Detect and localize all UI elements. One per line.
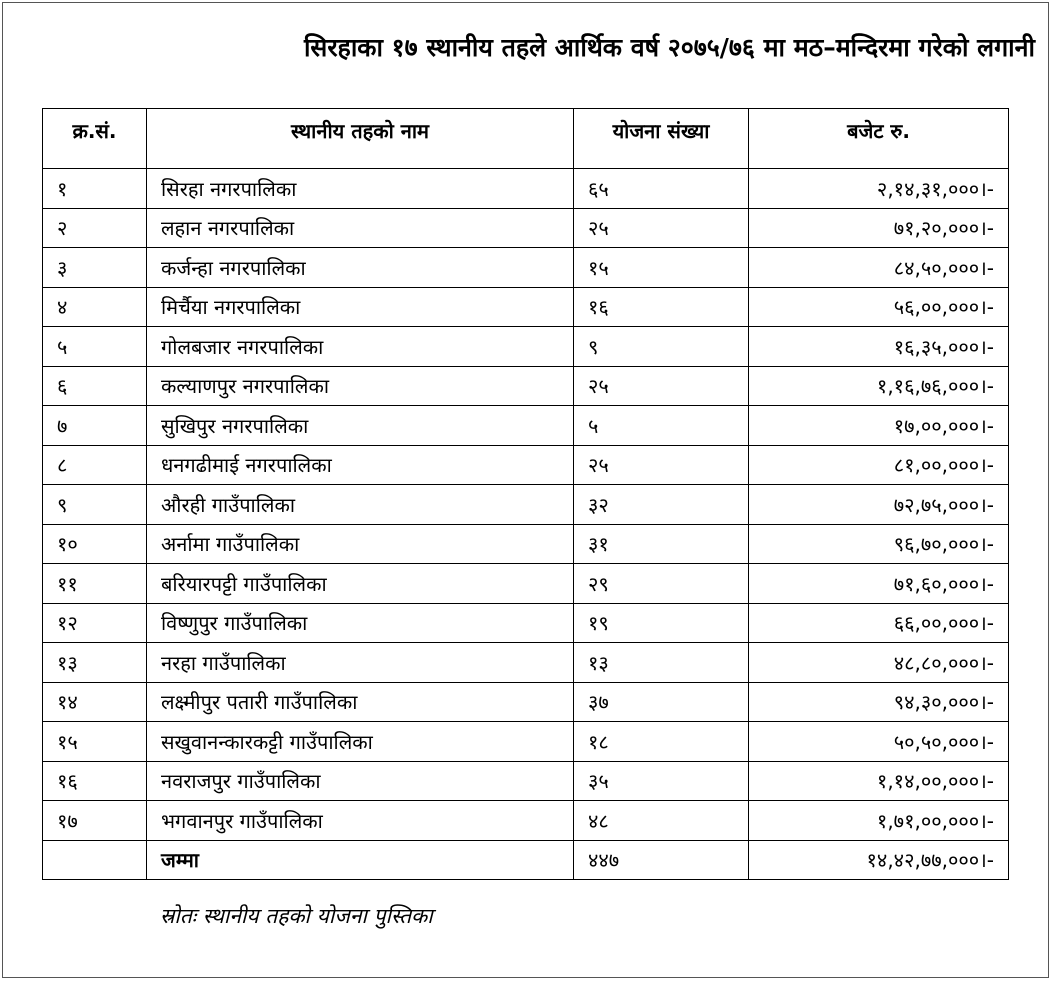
table-row — [43, 682, 1009, 722]
table-row — [43, 208, 1009, 248]
local-level-name-cell: कल्याणपुर नगरपालिका — [147, 366, 574, 406]
project-count-cell: १६ — [574, 287, 749, 327]
table-body — [43, 169, 1009, 880]
project-count-cell: १५ — [574, 248, 749, 288]
local-level-name-cell: सखुवानन्कारकट्टी गाउँपालिका — [147, 722, 574, 762]
budget-cell: ५०,५०,०००।- — [749, 722, 1009, 762]
budget-cell: ९६,७०,०००।- — [749, 524, 1009, 564]
serial-number-cell: १५ — [43, 722, 147, 762]
budget-cell: ५६,००,०००।- — [749, 287, 1009, 327]
serial-number-cell: १६ — [43, 761, 147, 801]
budget-cell: १,१४,००,०००।- — [749, 761, 1009, 801]
budget-cell: ९४,३०,०००।- — [749, 682, 1009, 722]
table-row — [43, 327, 1009, 367]
project-count-cell: २५ — [574, 208, 749, 248]
budget-cell: १,१६,७६,०००।- — [749, 366, 1009, 406]
project-count-cell: ३५ — [574, 761, 749, 801]
local-level-name-cell: मिर्चैया नगरपालिका — [147, 287, 574, 327]
table-row — [43, 801, 1009, 841]
table-row — [43, 643, 1009, 683]
local-level-name-cell: औरही गाउँपालिका — [147, 485, 574, 525]
project-count-cell: ६५ — [574, 169, 749, 209]
serial-number-cell: ७ — [43, 406, 147, 446]
project-count-cell: ५ — [574, 406, 749, 446]
header-local-level-name: स्थानीय तहको नाम — [147, 109, 574, 169]
budget-cell: २,१४,३१,०००।- — [749, 169, 1009, 209]
local-level-name-cell: सिरहा नगरपालिका — [147, 169, 574, 209]
project-count-cell: २५ — [574, 366, 749, 406]
local-level-name-cell: कर्जन्हा नगरपालिका — [147, 248, 574, 288]
header-budget: बजेट रु. — [749, 109, 1009, 169]
project-count-cell: ३१ — [574, 524, 749, 564]
project-count-cell: ९ — [574, 327, 749, 367]
local-level-name-cell: नरहा गाउँपालिका — [147, 643, 574, 683]
table-row — [43, 445, 1009, 485]
table-row — [43, 406, 1009, 446]
serial-number-cell: ८ — [43, 445, 147, 485]
project-count-cell: ३७ — [574, 682, 749, 722]
project-count-cell: २५ — [574, 445, 749, 485]
header-serial-number: क्र.सं. — [43, 109, 147, 169]
serial-number-cell: ४ — [43, 287, 147, 327]
table-header-row — [43, 109, 1009, 169]
budget-cell: ७२,७५,०००।- — [749, 485, 1009, 525]
budget-cell: ४८,८०,०००।- — [749, 643, 1009, 683]
local-level-name-cell: सुखिपुर नगरपालिका — [147, 406, 574, 446]
local-level-name-cell: जम्मा — [147, 840, 574, 880]
local-level-name-cell: बरियारपट्टी गाउँपालिका — [147, 564, 574, 604]
budget-cell: ७१,२०,०००।- — [749, 208, 1009, 248]
local-level-name-cell: भगवानपुर गाउँपालिका — [147, 801, 574, 841]
project-count-cell: ३२ — [574, 485, 749, 525]
document-title: सिरहाका १७ स्थानीय तहले आर्थिक वर्ष २०७५/७६ मा मठ–मन्दिरमा गरेको लगानी — [303, 33, 1035, 62]
table-total-row — [43, 840, 1009, 880]
serial-number-cell — [43, 840, 147, 880]
serial-number-cell: ९ — [43, 485, 147, 525]
project-count-cell: १८ — [574, 722, 749, 762]
serial-number-cell: १२ — [43, 603, 147, 643]
project-count-cell: २९ — [574, 564, 749, 604]
table-row — [43, 524, 1009, 564]
local-level-name-cell: गोलबजार नगरपालिका — [147, 327, 574, 367]
serial-number-cell: १३ — [43, 643, 147, 683]
table-row — [43, 366, 1009, 406]
serial-number-cell: ५ — [43, 327, 147, 367]
budget-cell: १६,३५,०००।- — [749, 327, 1009, 367]
project-count-cell: ४४७ — [574, 840, 749, 880]
budget-cell: ७१,६०,०००।- — [749, 564, 1009, 604]
local-level-name-cell: धनगढीमाई नगरपालिका — [147, 445, 574, 485]
project-count-cell: १३ — [574, 643, 749, 683]
source-note: स्रोतः स्थानीय तहको योजना पुस्तिका — [160, 904, 433, 928]
local-level-name-cell: लहान नगरपालिका — [147, 208, 574, 248]
serial-number-cell: १० — [43, 524, 147, 564]
local-level-name-cell: नवराजपुर गाउँपालिका — [147, 761, 574, 801]
budget-cell: १४,४२,७७,०००।- — [749, 840, 1009, 880]
serial-number-cell: ६ — [43, 366, 147, 406]
local-level-name-cell: अर्नामा गाउँपालिका — [147, 524, 574, 564]
table-row — [43, 169, 1009, 209]
serial-number-cell: १७ — [43, 801, 147, 841]
table-row — [43, 485, 1009, 525]
table-row — [43, 287, 1009, 327]
serial-number-cell: २ — [43, 208, 147, 248]
investment-table — [42, 108, 1009, 880]
project-count-cell: १९ — [574, 603, 749, 643]
local-level-name-cell: लक्ष्मीपुर पतारी गाउँपालिका — [147, 682, 574, 722]
budget-cell: १७,००,०००।- — [749, 406, 1009, 446]
local-level-name-cell: विष्णुपुर गाउँपालिका — [147, 603, 574, 643]
serial-number-cell: १ — [43, 169, 147, 209]
serial-number-cell: १४ — [43, 682, 147, 722]
serial-number-cell: ११ — [43, 564, 147, 604]
table-row — [43, 564, 1009, 604]
table-row — [43, 761, 1009, 801]
budget-cell: ८४,५०,०००।- — [749, 248, 1009, 288]
budget-cell: ८१,००,०००।- — [749, 445, 1009, 485]
table-row — [43, 248, 1009, 288]
header-project-count: योजना संख्या — [574, 109, 749, 169]
serial-number-cell: ३ — [43, 248, 147, 288]
table-row — [43, 603, 1009, 643]
budget-cell: १,७१,००,०००।- — [749, 801, 1009, 841]
budget-cell: ६६,००,०००।- — [749, 603, 1009, 643]
table-row — [43, 722, 1009, 762]
project-count-cell: ४८ — [574, 801, 749, 841]
